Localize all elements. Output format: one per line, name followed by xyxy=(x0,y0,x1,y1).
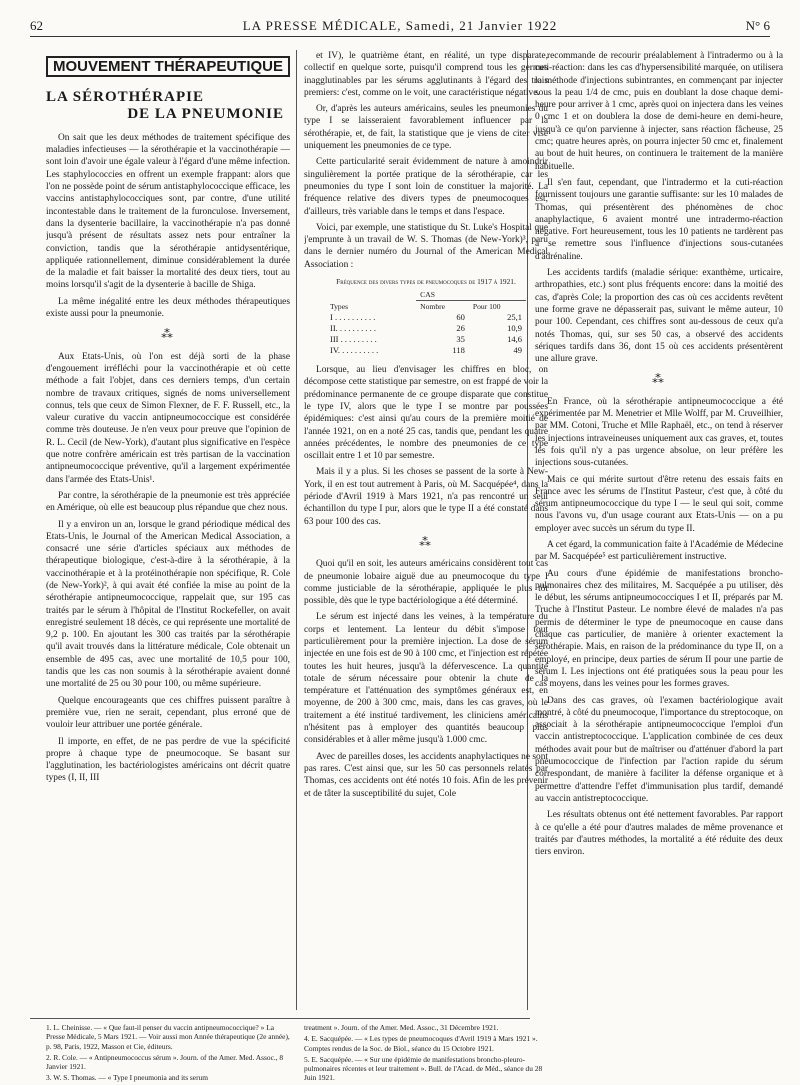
frequency-table xyxy=(326,289,526,356)
footnote: 1. L. Cheinisse. — « Que faut-il penser du vaccin antipneumococcique? » La Presse Médicale, 5 Mars 1921. — Voir aussi mon Année thérapeutique (2e année), p. 98, Paris, 1922, Masson et Cie, éditeurs. xyxy=(46,1023,290,1051)
paragraph: Avec de pareilles doses, les accidents anaphylactiques ne sont pas rares. C'est ainsi que, sur les 50 cas personnels relatés par Thomas, ces accidents ont été notés 10 fois. Afin de les prévenir et de tâter la susceptibilité du sujet, Cole xyxy=(304,751,548,799)
paragraph: Au cours d'une épidémie de manifestations broncho-pulmonaires chez des militaires, M. Sacquépée a pu utiliser, dès le début, les sérums antipneumococciques I et II, préparés par M. Truche à l'Institut Pasteur. Le nombre élevé de malades n'a pas permis de déterminer le type de pneumocoque en cause dans chaque cas particulier, de manière à orienter exactement la sérothérapie. Mais, en raison de la prédominance du type II, on a employé, en principe, deux parties de sérum II pour une partie de sérum I. Les injections ont été pratiquées sous la peau pour les cas moyens, dans les veines pour les formes graves. xyxy=(535,568,783,690)
paragraph: Voici, par exemple, une statistique du St. Luke's Hospital que j'emprunte à un travail de W. S. Thomas (de New-York)³, paru dans le dernier numéro du Journal of the American Medical Association : xyxy=(304,222,548,270)
table-cell: 60 xyxy=(456,312,465,323)
table-header-nombre: Nombre xyxy=(420,302,446,312)
issue-number: N° 6 xyxy=(745,18,770,33)
footnote: 3. W. S. Thomas. — « Type I pneumonia and its serum xyxy=(46,1073,208,1083)
paragraph: Par contre, la sérothérapie de la pneumonie est très appréciée en Amérique, où elle est beaucoup plus répandue que chez nous. xyxy=(46,490,290,514)
rubric-heading: MOUVEMENT THÉRAPEUTIQUE xyxy=(46,56,290,77)
table-cell: I . . . . . . . . . . xyxy=(330,312,376,323)
paragraph: Dans des cas graves, où l'examen bactériologique avait montré, à côté du pneumocoque, l'importance du streptocoque, on associait à la sérothérapie antipneumococcique l'emploi d'un vaccin antistreptococcique. L'application combinée de ces deux méthodes avait pour but de maîtriser ou d'atténuer d'abord la part pneumococcique de l'infection par l'action rapide du sérum correspondant, de manière à faciliter la défense organique et à permettre d'attendre l'effet d'immunisation plus tardif, demandé au vaccin antistreptococcique. xyxy=(535,695,783,804)
paragraph: Aux Etats-Unis, où l'on est déjà sorti de la phase d'engouement irréfléchi pour la vaccinothérapie et où cette méthode a fait l'objet, dans ces derniers temps, d'un certain nombre de travaux critiques, signés de noms universellement connus, tels que ceux de Simon Flexner, de F. F. Russell, etc., la valeur curative du vaccin antipneumococcique est considérée comme très douteuse. Je n'en veux pour preuve que l'opinion de R. L. Cecil (de New-York), d'autant plus significative en l'espèce que notre confrère américain est très partisan de la vaccination antipneumococcique préventive, qu'il a largement expérimentée dans l'armée des Etats-Unis¹. xyxy=(46,351,290,485)
table-cell: 35 xyxy=(456,334,465,345)
paragraph: Or, d'après les auteurs américains, seules les pneumonies du type I se laisseraient favorablement influencer par la sérothérapie, et, de fait, la statistique que je viens de citer vise uniquement les pneumonies de ce type. xyxy=(304,104,548,152)
paragraph: recommande de recourir préalablement à l'intradermo ou à la cuti-réaction: dans les cas d'hypersensibilité marquée, on utilisera la méthode d'injections subintrantes, en commençant par injecter sous la peau 1/4 de cmc, puis en doublant la dose chaque demi-heure pour arriver à 1 cmc, après quoi on injectera dans les veines 0 cmc 1 et on doublera la dose de demi-heure en demi-heure, jusqu'à ce qu'on parvienne à injecter, sans réaction fâcheuse, 25 cmc; quatre heures après, on pourra injecter 50 cmc et, finalement au bout de huit heures, on continuera le traitement de la manière habituelle. xyxy=(535,51,783,172)
paragraph: En France, où la sérothérapie antipneumococcique a été expérimentée par M. Menetrier et Mlle Wolff, par M. Cruveilhier, par MM. Cotoni, Truche et Mlle Raphaël, etc., on tend à réserver les injections intraveineuses uniquement aux cas graves, et, toutes les fois qu'il n'y a pas urgence absolue, on leur préfère les injections sous-cutanées. xyxy=(535,396,783,469)
table-header-pct: Pour 100 xyxy=(472,302,501,312)
paragraph: La même inégalité entre les deux méthodes thérapeutiques existe aussi pour la pneumonie. xyxy=(46,296,290,320)
table-cell: IV. . . . . . . . . . xyxy=(330,345,379,356)
paragraph: Mais il y a plus. Si les choses se passent de la sorte à New-York, il en est tout autrement à Paris, où M. Sacquépée⁴, dans la période d'Avril 1919 à Mars 1921, n'a pas rencontré un seul échantillon du type I pur, alors que le type II a été constaté dans 63 pour 100 des cas. xyxy=(304,467,548,527)
section-separator: ⁂ xyxy=(161,327,175,342)
section-separator: ⁂ xyxy=(652,372,666,387)
paragraph: Cette particularité serait évidemment de nature à amoindrir singulièrement la portée pratique de la sérothérapie, car les pneumonies du type I sont loin de constituer la majorité. La fréquence relative des divers types de pneumocoques est, d'ailleurs, très variable dans le temps et dans l'espace. xyxy=(304,157,548,217)
column-3 xyxy=(535,50,783,1060)
table-cell: III . . . . . . . . . xyxy=(330,334,377,345)
table-header-types: Types xyxy=(330,301,349,311)
footnote: 2. R. Cole. — « Antipneumococcus sérum ». Journ. of the Amer. Med. Assoc., 8 Janvier 1921. xyxy=(46,1052,284,1072)
page-header xyxy=(30,16,770,37)
table-group-header: CAS xyxy=(416,289,526,301)
table-row xyxy=(326,323,526,334)
footnotes xyxy=(30,1018,543,1083)
footnote: treatment ». Journ. of the Amer. Med. Assoc., 31 Décembre 1921. xyxy=(304,1023,499,1032)
table-row xyxy=(326,312,526,323)
paragraph: Quoi qu'il en soit, les auteurs américains considèrent tout cas de pneumonie lobaire aiguë due au pneumocoque du type I comme justiciable de la sérothérapie, appliquée le plus tôt possible, dès que le type bactériologique a été déterminé. xyxy=(304,559,548,607)
paragraph: Les accidents tardifs (maladie sérique: exanthème, urticaire, arthropathies, etc.) sont plus fréquents encore: dans la moitié des cas, d'après Cole; la proportion des cas où ces accidents revêtent une forme grave ne dépasserait pas, suivant le même auteur, 10 pour 100. Cependant, ces chiffres sont au-dessous de ceux qu'a notés Thomas, qui, sur ses 50 cas, a observé des accidents sériques tardifs dans 36, dont 15 où ces accidents présentèrent une allure grave. xyxy=(535,268,783,365)
footnote: 5. E. Sacquépée. — « Sur une épidémie de manifestations broncho-pleuro-pulmonaires récentes et leur traitement ». Bull. de l'Acad. de Méd., séance du 28 Juin 1921. xyxy=(304,1054,543,1083)
paragraph: Lorsque, au lieu d'envisager les chiffres en bloc, on décompose cette statistique par semestre, on est frappé de voir la prédominance permanente de ce groupe disparate que constitue le type IV, alors que le type I se montre par poussées épidémiques: c'est ainsi qu'au cours de la première moitié de l'année 1921, on en a noté 25 cas, tandis que, pendant les quatre années précédentes, le nombre des pneumonies de ce type oscillait entre 1 et 10 par semestre. xyxy=(304,365,548,462)
paragraph: On sait que les deux méthodes de traitement spécifique des maladies infectieuses — la sérothérapie et la vaccinothérapie — sont loin d'avoir une égale valeur à l'égard d'une même infection. Les staphylococcies en offrent un exemple frappant: alors que l'on ne possède point de sérum antistaphylococcique efficace, les vaccins antistaphylococciques sont, par contre, d'une utilité incontestable dans le traitement de la furonculose. Inversement, dans la dysenterie bacillaire, la vaccinothérapie n'a pas donné jusqu'à présent de résultats assez nets pour entraîner la conviction, tandis que la sérothérapie antidysentérique, appliquée rationnellement, diminue considérablement la durée de la maladie et fait baisser la mortalité des deux tiers, tout au moins lorsqu'il s'agit de la dysenterie à bacille de Shiga. xyxy=(46,132,290,291)
table-row xyxy=(326,334,526,345)
page-number: 62 xyxy=(30,18,43,33)
column-1 xyxy=(46,50,290,1010)
paragraph: Il y a environ un an, lorsque le grand périodique médical des Etats-Unis, le Journal of the American Medical Association, a consacré une série d'articles spéciaux aux méthodes de thérapeutique biologique, c'est-à-dire à la sérothérapie, à la vaccinothérapie et à la protéinothérapie non spécifique, R. Cole (de New-York)², à qui avait été confiée la mise au point de la sérothérapie antipneumococcique, rappelait que, sur 195 cas traités par le sérum à l'hôpital de l'Institut Rockefeller, on avait enregistré seulement 18 décès, ce qui représente une mortalité de 9,2 p. 100. En ajoutant les 300 cas traités par la sérothérapie qu'il avait trouvés dans la littérature médicale, Cole obtenait un ensemble de 495 cas, avec une mortalité de 10,5 pour 100, tandis que les cas non soumis à la sérothérapie avaient donné une mortalité de 25 ou 30 pour 100, ou même supérieure. xyxy=(46,519,290,690)
paragraph: Mais ce qui mérite surtout d'être retenu des essais faits en France avec les sérums de l'Institut Pasteur, c'est que, à côté du sérum antipneumococcique du type I — le seul qui soit, comme nous l'avons vu, d'un usage courant aux Etats-Unis — on a pu employer avec succès un sérum du type II. xyxy=(535,474,783,534)
table-row xyxy=(326,345,526,356)
footnote: 4. E. Sacquépée. — « Les types de pneumocoques d'Avril 1919 à Mars 1921 ». Comptes rendus de la Soc. de Biol., séance du 15 Octobre 1921. xyxy=(304,1034,538,1053)
table-cell: 25,1 xyxy=(507,312,522,323)
footnotes-left xyxy=(46,1023,290,1085)
paragraph: Il s'en faut, cependant, que l'intradermo et la cuti-réaction fournissent toujours une garantie suffisante: sur les 10 malades de Thomas, qui présentèrent des phénomènes de choc anaphylactique, 6 avaient montré une intradermo-réaction négative. Fort heureusement, tous les 10 patients ne tardèrent pas à se remettre sous l'influence d'injections sous-cutanées d'adrénaline. xyxy=(535,177,783,262)
table-cell: II. . . . . . . . . . xyxy=(330,323,377,334)
paragraph: et IV), le quatrième étant, en réalité, un type disparate, collectif en quelque sorte, puisqu'il comprend tous les germes inagglutinables par les sérums agglutinants à l'égard des trois premiers: c'est, comme on le voit, une caractéristique négative. xyxy=(304,51,548,98)
article-title-line1: LA SÉROTHÉRAPIE xyxy=(46,89,204,106)
table-cell: 14,6 xyxy=(507,334,522,345)
paragraph: Il importe, en effet, de ne pas perdre de vue la spécificité propre à chaque type de pneumocoque. Se basant sur l'agglutination, les bactériologistes américains ont décrit quatre types (I, II, III xyxy=(46,736,290,784)
table-cell: 118 xyxy=(452,345,465,356)
table-cell: 10,9 xyxy=(507,323,522,334)
journal-title: LA PRESSE MÉDICALE, Samedi, 21 Janvier 1922 xyxy=(242,18,558,33)
column-2 xyxy=(304,50,548,1010)
footnotes-right xyxy=(304,1023,548,1085)
paragraph: Quelque encourageants que ces chiffres puissent paraître à première vue, rien ne serait, cependant, plus erroné que de vouloir leur attribuer une portée générale. xyxy=(46,695,290,731)
article-title-line2: DE LA PNEUMONIE xyxy=(127,105,284,122)
table-title: Fréquence des divers types de pneumocoques de 1917 à 1921. xyxy=(336,277,516,287)
column-rule xyxy=(296,50,297,1010)
section-separator: ⁂ xyxy=(419,534,433,549)
paragraph: A cet égard, la communication faite à l'Académie de Médecine par M. Sacquépée⁵ est particulièrement instructive. xyxy=(535,539,783,563)
paragraph: Le sérum est injecté dans les veines, à la température du corps et lentement. La lenteur du débit s'impose tout particulièrement pour la première injection. La dose de sérum injectée en une fois est de 90 à 100 cmc, et l'injection est répétée toutes les huit heures, jusqu'à la défervescence. La quantité totale de sérum nécessaire pour obtenir la chute de la température et l'atténuation des symptômes généraux est, en moyenne, de 200 à 300 cmc, mais, dans les cas graves, où le traitement a été institué tardivement, les cliniciens américains n'hésitent pas à employer des quantités beaucoup plus considérables et à aller même jusqu'à 1.000 cmc. xyxy=(304,612,548,746)
table-cell: 26 xyxy=(456,323,465,334)
table-cell: 49 xyxy=(513,345,522,356)
paragraph: Les résultats obtenus ont été nettement favorables. Par rapport à ce qu'elle a été pour d'autres malades de même provenance et traités par d'autres méthodes, la mortalité a été réduite des deux tiers environ. xyxy=(535,810,783,858)
